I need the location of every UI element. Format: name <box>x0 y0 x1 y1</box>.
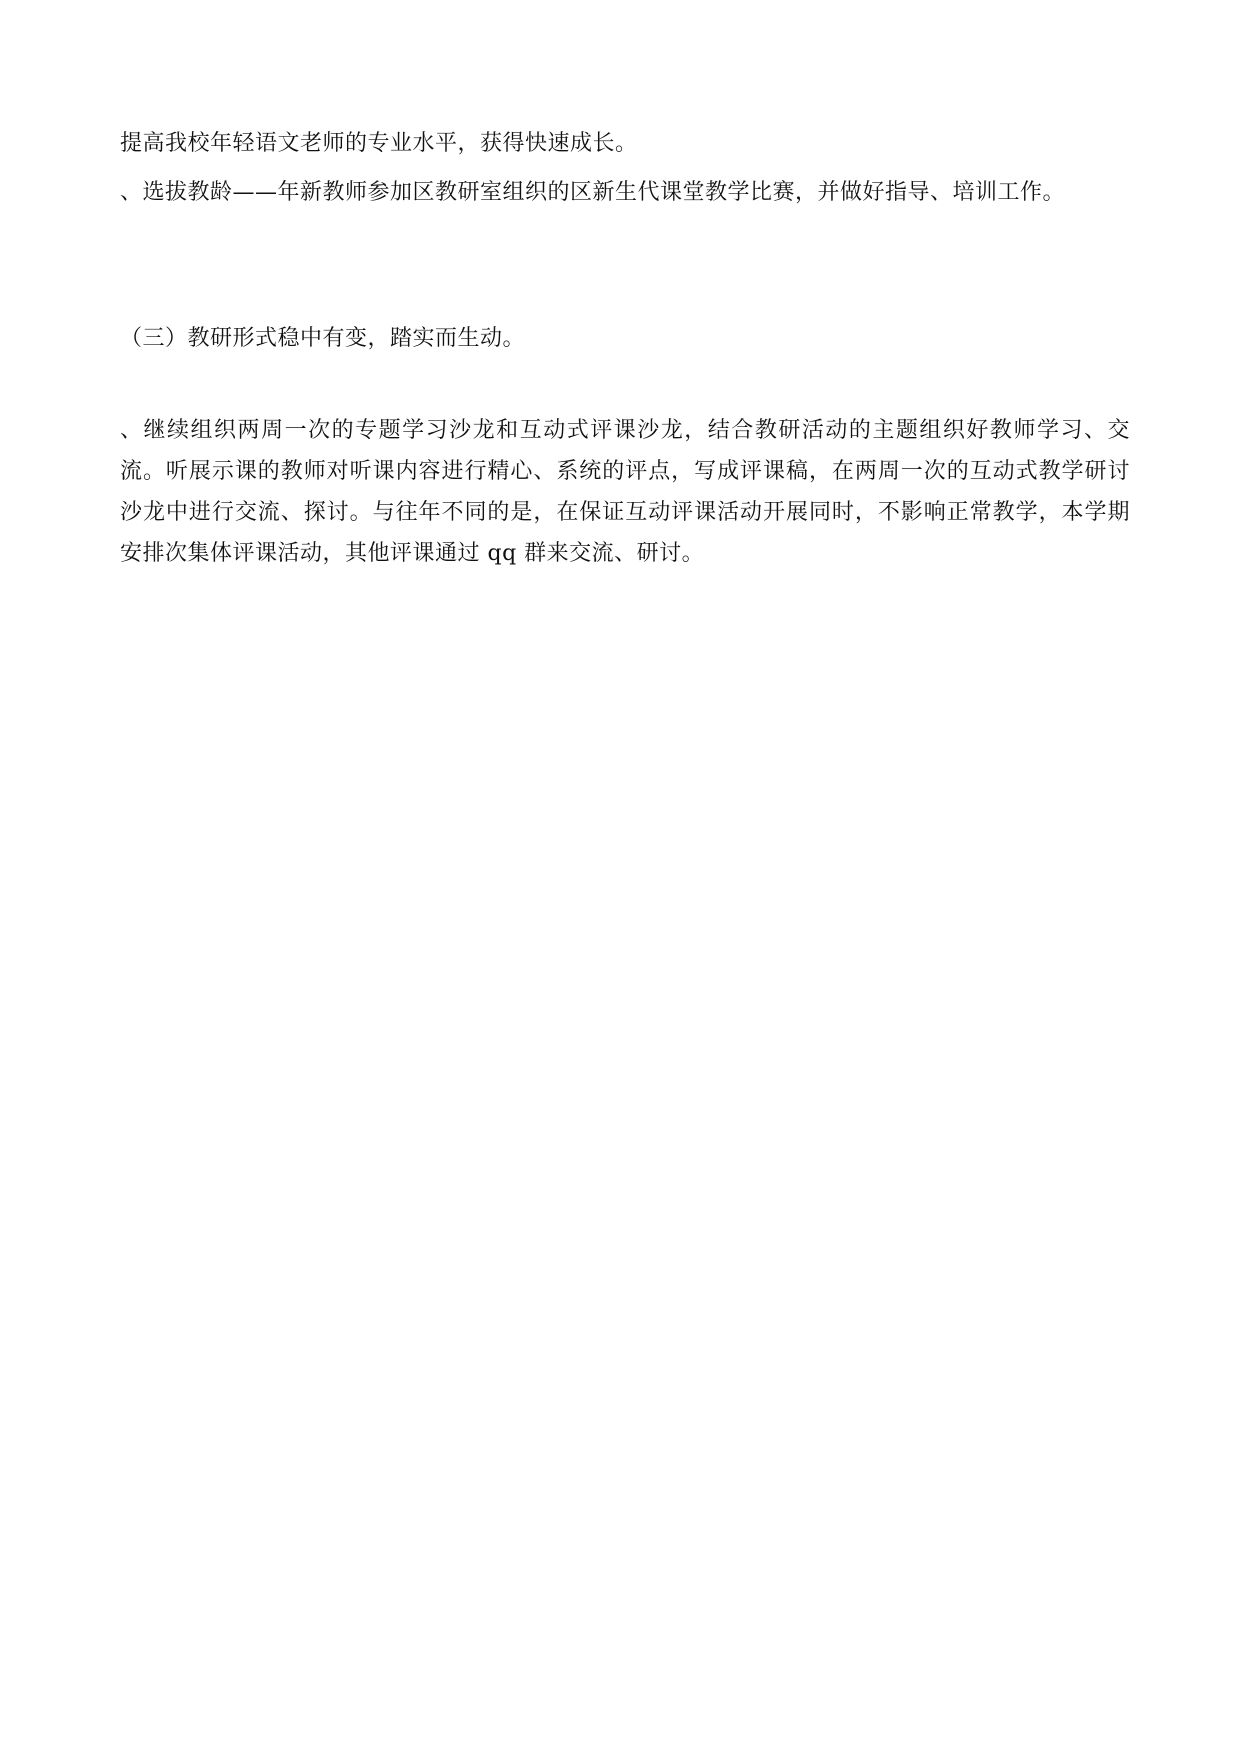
paragraph-competition: 、选拔教龄——年新教师参加区教研室组织的区新生代课堂教学比赛，并做好指导、培训工作。 <box>120 180 1066 205</box>
paragraph-salon: 、继续组织两周一次的专题学习沙龙和互动式评课沙龙，结合教研活动的主题组织好教师学习、交流。听展示课的教师对听课内容进行精心、系统的评点，写成评课稿，在两周一次的互动式教学研讨沙龙中进行交流、探讨。与往年不同的是，在保证互动评课活动开展同时，不影响正常教学，本学期安排次集体评课活动，其他评课通过 qq 群来交流、研讨。 <box>120 418 1130 566</box>
paragraph-growth: 提高我校年轻语文老师的专业水平，获得快速成长。 <box>120 131 638 156</box>
section-heading-3: （三）教研形式稳中有变，踏实而生动。 <box>120 326 526 351</box>
